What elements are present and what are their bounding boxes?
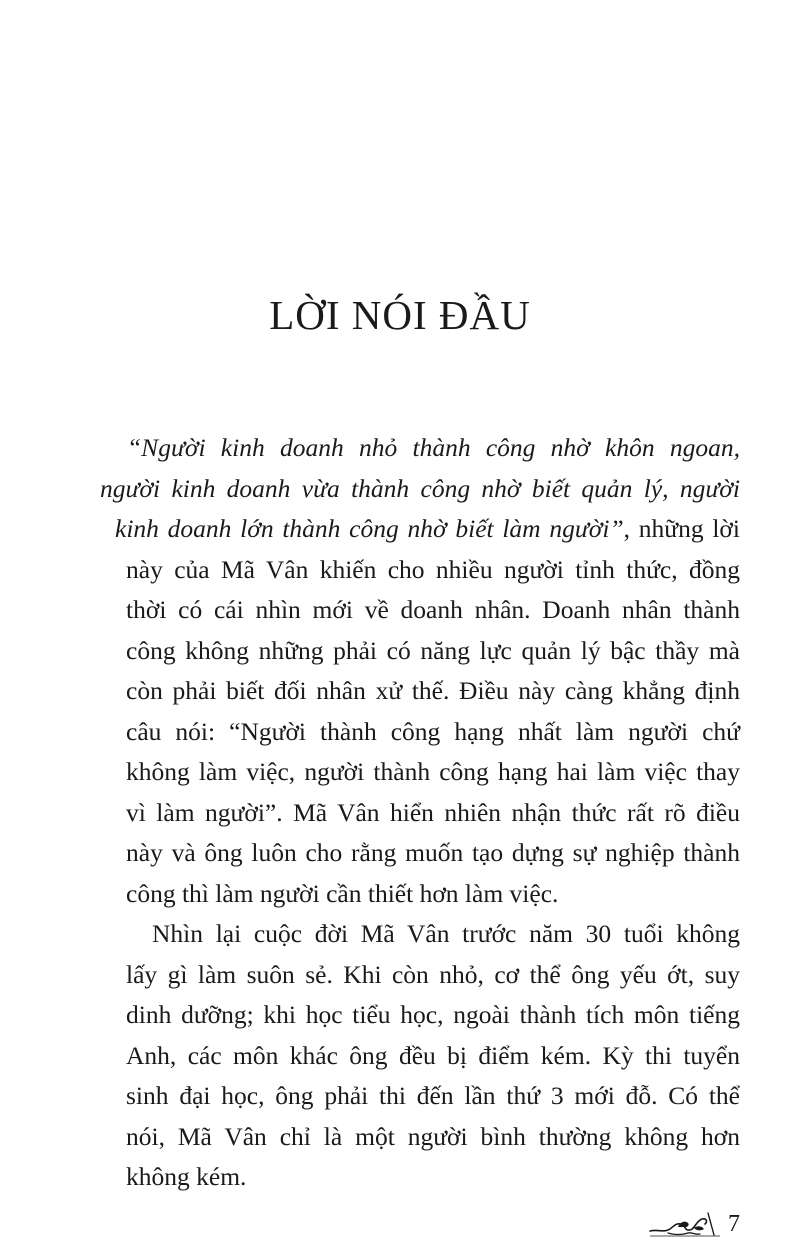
paragraph-1 [100, 428, 740, 914]
body-text [100, 428, 740, 1198]
text-line: công thì làm người cần thiết hơn làm việc. [126, 878, 559, 908]
text-line: này của Mã Vân khiến cho nhiều người tỉnh thức, đồng [126, 554, 740, 584]
paragraph-2 [100, 914, 740, 1198]
text-line: vì làm người”. Mã Vân hiển nhiên nhận thức rất rõ điều [126, 797, 740, 827]
text-line: “Người kinh doanh nhỏ thành công nhờ khôn ngoan, [127, 433, 740, 462]
quote-segment: kinh doanh lớn thành công nhờ biết làm người” [115, 514, 624, 543]
text-line: thời có cái nhìn mới về doanh nhân. Doanh nhân thành [126, 595, 740, 624]
text-line: lấy gì làm suôn sẻ. Khi còn nhỏ, cơ thể ông yếu ớt, suy [126, 959, 740, 989]
flourish-icon [648, 1209, 722, 1239]
page-number: 7 [728, 1211, 740, 1237]
text-line [100, 509, 740, 550]
text-line: người kinh doanh vừa thành công nhờ biết quản lý, người [100, 473, 740, 503]
text-line: nói, Mã Vân chỉ là một người bình thường không hơn [126, 1121, 740, 1151]
text-line: Anh, các môn khác ông đều bị điểm kém. Kỳ thi tuyển [126, 1040, 740, 1070]
text-line: dinh dưỡng; khi học tiểu học, ngoài thành tích môn tiếng [126, 1000, 740, 1029]
text-line: này và ông luôn cho rằng muốn tạo dựng sự nghiệp thành [126, 838, 740, 867]
text-line: không kém. [126, 1162, 247, 1191]
text-segment: , những lời [623, 514, 740, 543]
text-line: sinh đại học, ông phải thi đến lần thứ 3 mới đỗ. Có thể [126, 1081, 740, 1110]
page-footer [648, 1207, 740, 1241]
text-line: câu nói: “Người thành công hạng nhất làm người chứ [126, 716, 740, 746]
text-line: còn phải biết đối nhân xử thế. Điều này càng khẳng định [126, 676, 740, 705]
page-title: LỜI NÓI ĐẦU [269, 292, 531, 338]
text-line: Nhìn lại cuộc đời Mã Vân trước năm 30 tuổi không [152, 919, 740, 948]
text-line: công không những phải có năng lực quản lý bậc thầy mà [126, 635, 740, 665]
text-line: không làm việc, người thành công hạng hai làm việc thay [126, 757, 740, 786]
